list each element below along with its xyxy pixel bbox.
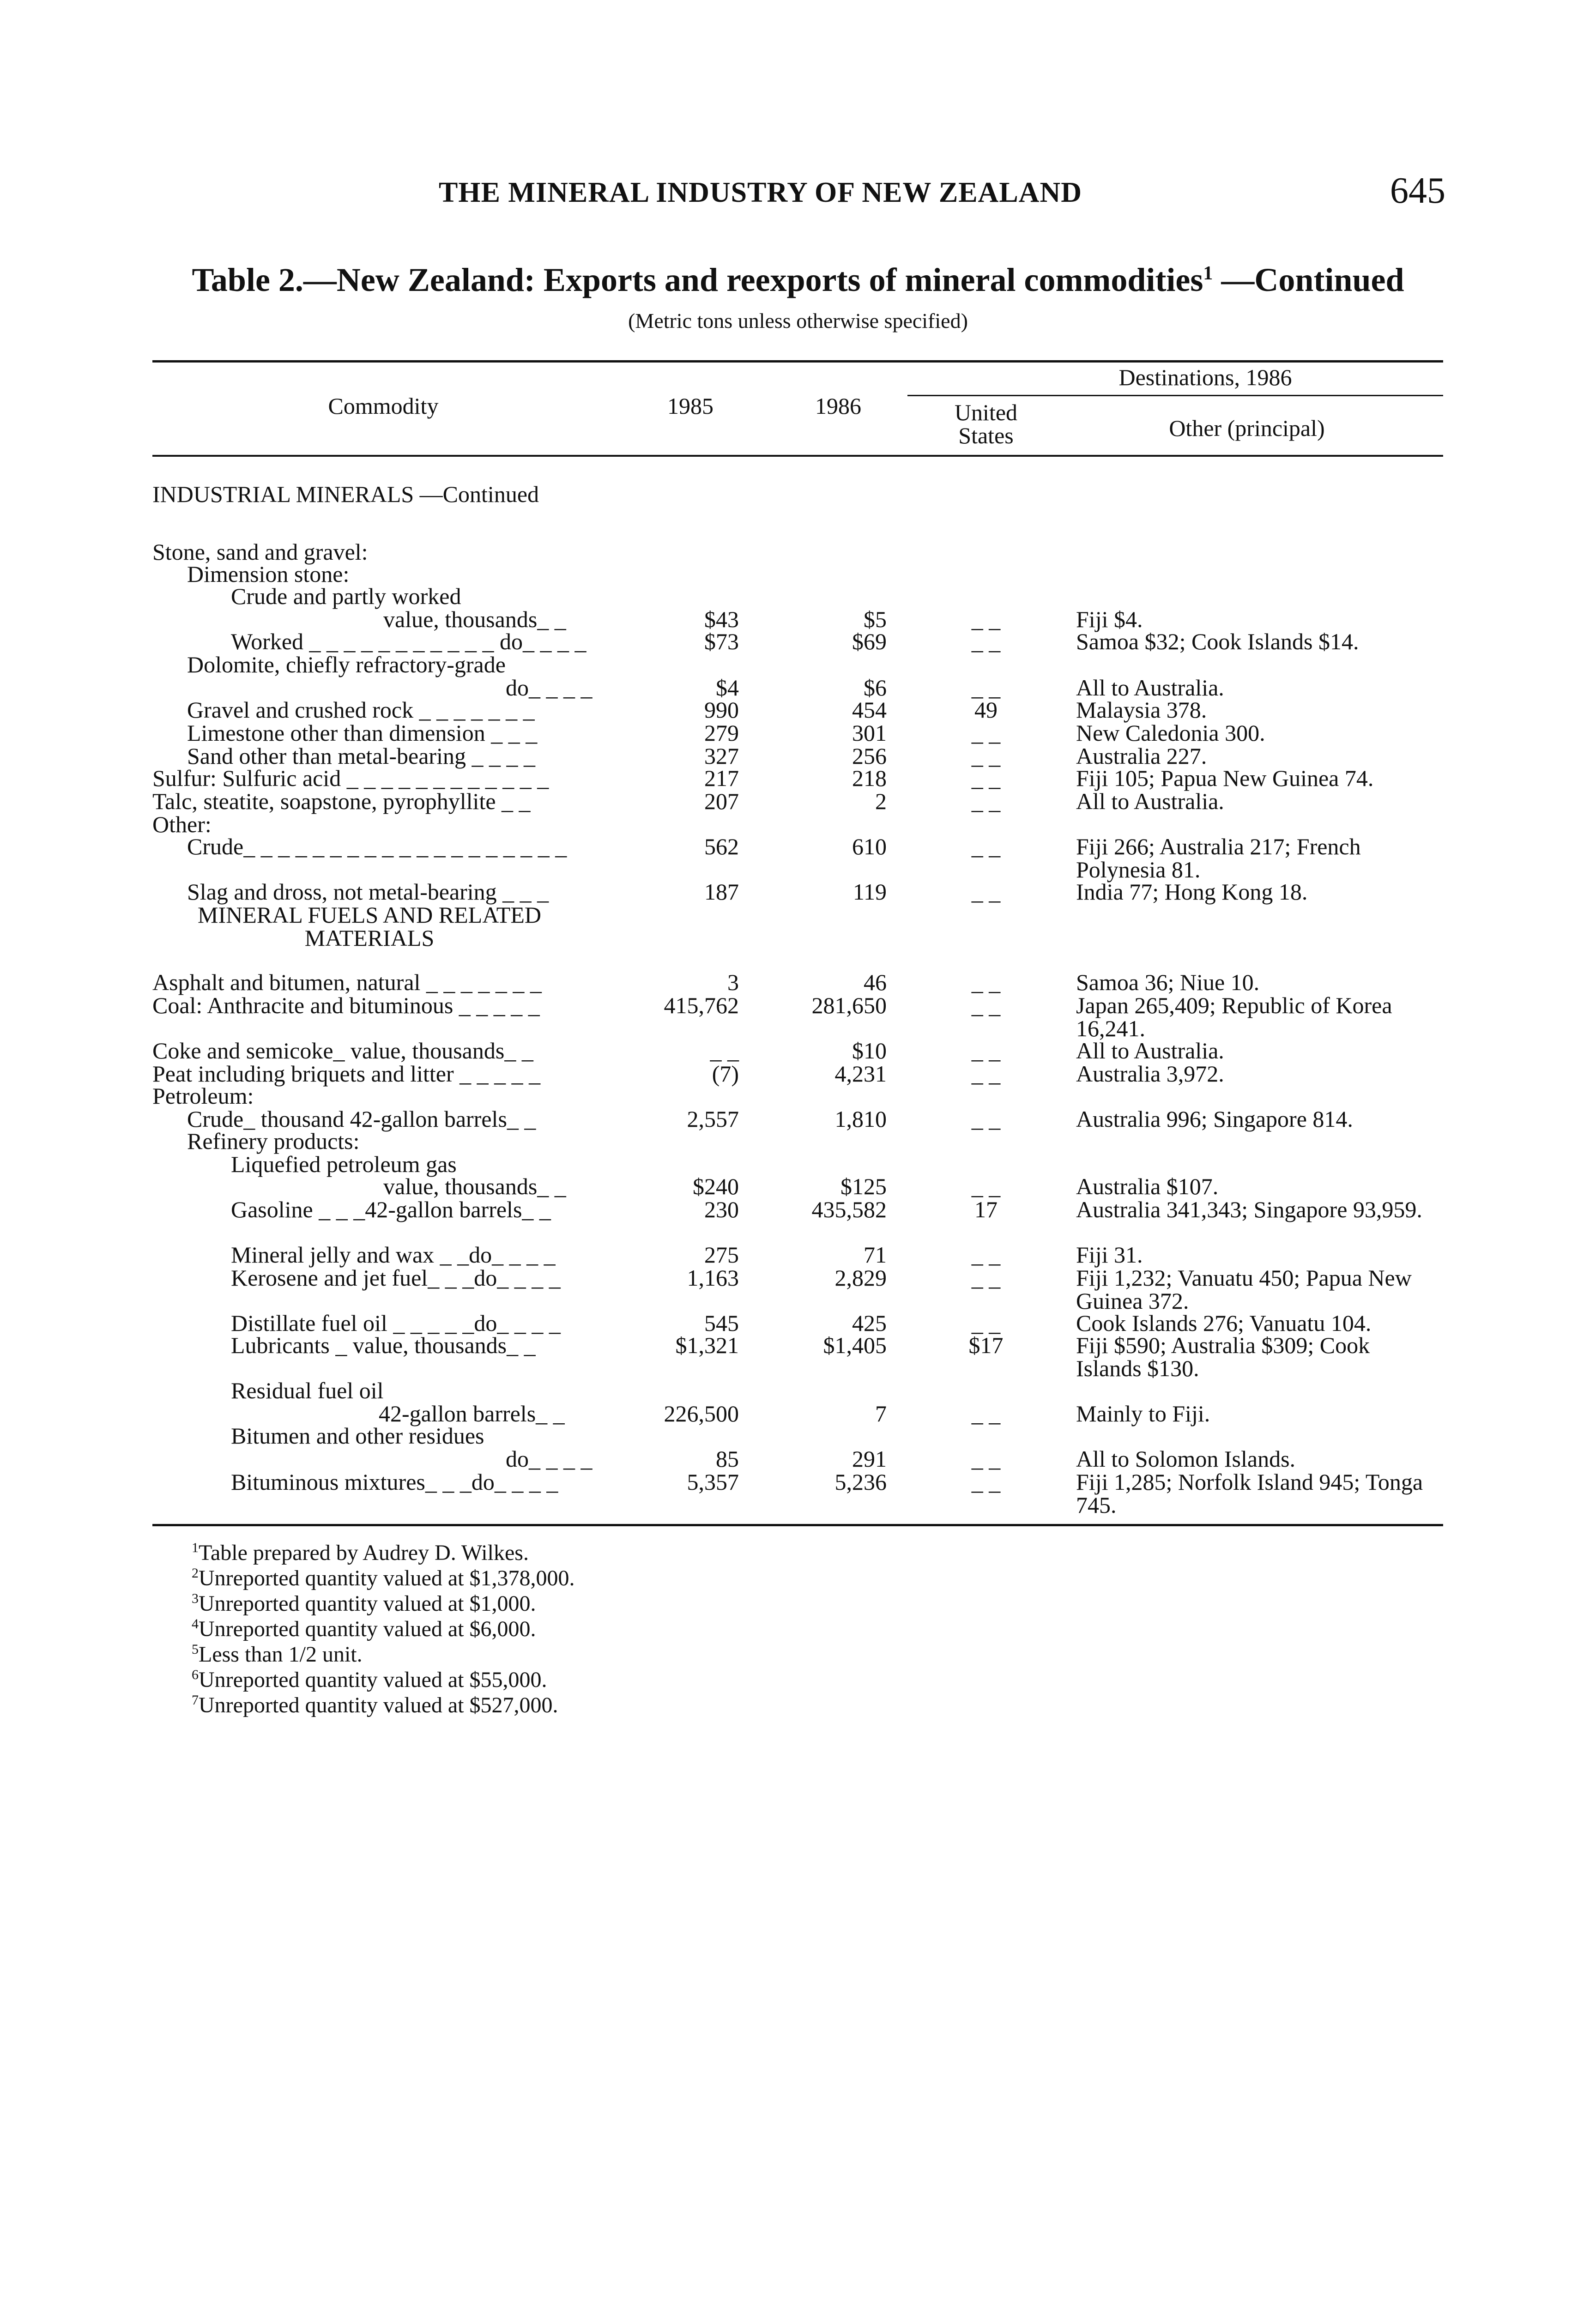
row-label: Limestone other than dimension _ _ _ — [187, 720, 538, 746]
value-united-states: _ _ — [971, 788, 1001, 814]
section-mineral-fuels — [180, 903, 559, 949]
value-other-destinations: India 77; Hong Kong 18. — [1076, 879, 1308, 905]
value-1986: 46 — [864, 969, 887, 995]
value-1986: $10 — [852, 1038, 887, 1064]
row-label: Coke and semicoke_ value, thousands_ _ — [152, 1038, 533, 1064]
row-label: Dolomite, chiefly refractory-grade — [187, 652, 506, 677]
row-label: Coal: Anthracite and bituminous _ _ _ _ _ — [152, 992, 540, 1018]
row-label: Asphalt and bitumen, natural _ _ _ _ _ _ _ — [152, 969, 542, 995]
value-1985: 226,500 — [664, 1401, 739, 1427]
row-label: Gravel and crushed rock _ _ _ _ _ _ _ — [187, 697, 535, 723]
value-united-states: _ _ — [971, 1038, 1001, 1064]
value-united-states: _ _ — [971, 992, 1001, 1018]
table-title-footnote: 1 — [1203, 263, 1213, 284]
value-united-states: _ _ — [971, 1173, 1001, 1199]
running-title: THE MINERAL INDUSTRY OF NEW ZEALAND — [439, 177, 1082, 208]
value-united-states: _ _ — [971, 765, 1001, 791]
value-1986: 2,829 — [834, 1265, 887, 1291]
value-1986: 71 — [864, 1242, 887, 1268]
value-1986: 7 — [875, 1401, 887, 1427]
value-other-destinations: Fiji 105; Papua New Guinea 74. — [1076, 765, 1374, 791]
value-other-destinations: Fiji 1,232; Vanuatu 450; Papua New Guinea 372. — [1076, 1265, 1412, 1314]
footnote-number: 2 — [192, 1566, 199, 1581]
footnote-text: Unreported quantity valued at $55,000. — [199, 1668, 547, 1692]
table-title-text: Table 2.—New Zealand: Exports and reexports of mineral commodities — [192, 261, 1203, 298]
row-label: Kerosene and jet fuel_ _ _do_ _ _ _ — [231, 1265, 561, 1291]
section-fuels-line1: MINERAL FUELS AND RELATED — [198, 902, 541, 928]
row-label: Residual fuel oil — [231, 1378, 384, 1403]
value-1986: 5,236 — [834, 1469, 887, 1495]
value-other-destinations: All to Australia. — [1076, 788, 1224, 814]
value-other-destinations: Australia 996; Singapore 814. — [1076, 1106, 1353, 1132]
footnote-text: Unreported quantity valued at $1,000. — [199, 1591, 536, 1616]
value-1986: 1,810 — [834, 1106, 887, 1132]
value-1985: (7) — [712, 1061, 739, 1087]
value-1986: 281,650 — [811, 992, 887, 1018]
value-1985: 207 — [704, 788, 739, 814]
value-united-states: _ _ — [971, 1401, 1001, 1427]
footnote-text: Less than 1/2 unit. — [199, 1642, 363, 1667]
col-us-line1: United — [954, 399, 1018, 425]
value-1986: 218 — [852, 765, 887, 791]
value-united-states: _ _ — [971, 1469, 1001, 1495]
value-1985: 5,357 — [687, 1469, 739, 1495]
value-1985: $43 — [704, 606, 739, 632]
footnote — [192, 1566, 574, 1591]
value-other-destinations: Australia 3,972. — [1076, 1061, 1224, 1087]
row-label: Refinery products: — [187, 1128, 360, 1154]
row-label: Other: — [152, 811, 212, 837]
footnote — [192, 1667, 547, 1692]
value-other-destinations: All to Australia. — [1076, 675, 1224, 701]
row-label: value, thousands_ _ — [383, 606, 566, 632]
value-1985: 230 — [704, 1197, 739, 1222]
value-other-destinations: Fiji 31. — [1076, 1242, 1143, 1268]
value-other-destinations: Australia 341,343; Singapore 93,959. — [1076, 1197, 1422, 1222]
value-1985: $4 — [716, 675, 739, 701]
value-united-states: 49 — [974, 697, 998, 723]
value-other-destinations: Samoa $32; Cook Islands $14. — [1076, 629, 1359, 654]
header-bottom-rule — [152, 455, 1443, 457]
row-label: Bitumen and other residues — [231, 1423, 484, 1449]
value-other-destinations: Fiji $590; Australia $309; Cook Islands $130. — [1076, 1332, 1370, 1381]
row-label: Slag and dross, not metal-bearing _ _ _ — [187, 879, 549, 905]
row-label: Dimension stone: — [187, 561, 350, 587]
value-1986: 119 — [852, 879, 887, 905]
value-1985: 279 — [704, 720, 739, 746]
row-label: Stone, sand and gravel: — [152, 539, 368, 565]
value-other-destinations: Australia 227. — [1076, 743, 1207, 769]
footnote-number: 1 — [192, 1540, 199, 1555]
section-fuels-line2: MATERIALS — [304, 925, 435, 951]
row-label: Peat including briquets and litter _ _ _ _ _ — [152, 1061, 541, 1087]
value-1985: $240 — [693, 1173, 739, 1199]
value-1986: 610 — [852, 834, 887, 859]
value-united-states: _ _ — [971, 606, 1001, 632]
value-1986: 4,231 — [834, 1061, 887, 1087]
value-united-states: _ _ — [971, 1061, 1001, 1087]
value-united-states: _ _ — [971, 1106, 1001, 1132]
footnote — [192, 1642, 363, 1667]
value-united-states: _ _ — [971, 1446, 1001, 1472]
footnote — [192, 1692, 558, 1718]
row-label: Liquefied petroleum gas — [231, 1151, 457, 1177]
col-united-states — [940, 401, 1032, 447]
value-1985: _ _ — [710, 1038, 739, 1064]
col-us-line2: States — [958, 423, 1014, 448]
footnote-number: 6 — [192, 1667, 199, 1682]
value-united-states: _ _ — [971, 629, 1001, 654]
value-united-states: _ _ — [971, 675, 1001, 701]
top-rule — [152, 360, 1443, 363]
value-1985: 990 — [704, 697, 739, 723]
value-1986: 425 — [852, 1310, 887, 1336]
value-1986: $6 — [864, 675, 887, 701]
value-1986: 454 — [852, 697, 887, 723]
footnote-text: Unreported quantity valued at $6,000. — [199, 1617, 536, 1641]
row-label: Crude_ thousand 42-gallon barrels_ _ — [187, 1106, 536, 1132]
value-other-destinations: Samoa 36; Niue 10. — [1076, 969, 1260, 995]
footnote-number: 3 — [192, 1591, 199, 1606]
value-1985: $1,321 — [675, 1332, 739, 1358]
col-destinations: Destinations, 1986 — [1118, 364, 1292, 390]
footnote-text: Unreported quantity valued at $1,378,000. — [199, 1566, 575, 1590]
value-united-states: _ _ — [971, 834, 1001, 859]
row-label: Talc, steatite, soapstone, pyrophyllite _ _ — [152, 788, 531, 814]
value-united-states: 17 — [974, 1197, 998, 1222]
value-1985: 327 — [704, 743, 739, 769]
value-united-states: _ _ — [971, 1310, 1001, 1336]
value-other-destinations: Fiji 1,285; Norfolk Island 945; Tonga 745. — [1076, 1469, 1423, 1518]
value-united-states: _ _ — [971, 1242, 1001, 1268]
row-label: Lubricants _ value, thousands_ _ — [231, 1332, 536, 1358]
value-united-states: _ _ — [971, 1265, 1001, 1291]
row-label: Petroleum: — [152, 1083, 254, 1109]
value-1985: 275 — [704, 1242, 739, 1268]
footnote-text: Unreported quantity valued at $527,000. — [199, 1693, 558, 1717]
value-1986: $125 — [840, 1173, 887, 1199]
row-label: Sulfur: Sulfuric acid _ _ _ _ _ _ _ _ _ _ _ _ — [152, 765, 549, 791]
footnote-text: Table prepared by Audrey D. Wilkes. — [199, 1541, 529, 1565]
row-label: Sand other than metal-bearing _ _ _ _ — [187, 743, 535, 769]
value-other-destinations: Malaysia 378. — [1076, 697, 1207, 723]
table-subtitle: (Metric tons unless otherwise specified) — [628, 309, 968, 332]
value-1985: 415,762 — [664, 992, 739, 1018]
value-other-destinations: Fiji $4. — [1076, 606, 1143, 632]
row-label: do_ _ _ _ — [506, 1446, 592, 1472]
value-1985: 3 — [727, 969, 739, 995]
footnote — [192, 1591, 536, 1616]
value-other-destinations: Mainly to Fiji. — [1076, 1401, 1210, 1427]
bottom-rule — [152, 1524, 1443, 1526]
value-united-states: _ _ — [971, 879, 1001, 905]
value-1985: 85 — [716, 1446, 739, 1472]
row-label: Worked _ _ _ _ _ _ _ _ _ _ _ do_ _ _ _ — [231, 629, 586, 654]
value-1986: 291 — [852, 1446, 887, 1472]
section-industrial-minerals: INDUSTRIAL MINERALS —Continued — [152, 481, 539, 507]
value-1985: 562 — [704, 834, 739, 859]
value-other-destinations: New Caledonia 300. — [1076, 720, 1265, 746]
footnote-number: 4 — [192, 1616, 199, 1632]
row-label: Crude and partly worked — [231, 583, 461, 609]
value-other-destinations: All to Solomon Islands. — [1076, 1446, 1296, 1472]
footnote-number: 5 — [192, 1642, 199, 1657]
destinations-rule — [907, 395, 1443, 396]
value-other-destinations: Japan 265,409; Republic of Korea 16,241. — [1076, 992, 1392, 1041]
row-label: Distillate fuel oil _ _ _ _ _do_ _ _ _ — [231, 1310, 561, 1336]
value-united-states: _ _ — [971, 743, 1001, 769]
row-label: value, thousands_ _ — [383, 1173, 566, 1199]
value-1985: 217 — [704, 765, 739, 791]
value-other-destinations: Australia $107. — [1076, 1173, 1219, 1199]
value-1985: 187 — [704, 879, 739, 905]
col-commodity: Commodity — [328, 393, 439, 419]
row-label: 42-gallon barrels_ _ — [379, 1401, 565, 1427]
value-1986: $1,405 — [823, 1332, 887, 1358]
value-other-destinations: All to Australia. — [1076, 1038, 1224, 1064]
value-united-states: $17 — [968, 1332, 1004, 1358]
row-label: do_ _ _ _ — [506, 675, 592, 701]
col-1985: 1985 — [667, 393, 713, 419]
value-other-destinations: Fiji 266; Australia 217; French Polynesia 81. — [1076, 834, 1361, 882]
footnote-number: 7 — [192, 1692, 199, 1708]
value-1985: $73 — [704, 629, 739, 654]
footnote — [192, 1616, 536, 1642]
value-1986: 301 — [852, 720, 887, 746]
col-other-principal: Other (principal) — [1169, 415, 1325, 441]
value-united-states: _ _ — [971, 720, 1001, 746]
value-1986: $5 — [864, 606, 887, 632]
row-label: Bituminous mixtures_ _ _do_ _ _ _ — [231, 1469, 558, 1495]
value-1985: 2,557 — [687, 1106, 739, 1132]
col-1986: 1986 — [815, 393, 861, 419]
value-1986: 2 — [875, 788, 887, 814]
page-number: 645 — [1390, 170, 1445, 211]
table-title-suffix: —Continued — [1213, 261, 1404, 298]
value-1986: $69 — [852, 629, 887, 654]
row-label: Gasoline _ _ _42-gallon barrels_ _ — [231, 1197, 551, 1222]
table-title — [0, 261, 1596, 299]
value-1986: 256 — [852, 743, 887, 769]
value-other-destinations: Cook Islands 276; Vanuatu 104. — [1076, 1310, 1372, 1336]
row-label: Crude_ _ _ _ _ _ _ _ _ _ _ _ _ _ _ _ _ _ _ — [187, 834, 567, 859]
value-1985: 1,163 — [687, 1265, 739, 1291]
value-1985: 545 — [704, 1310, 739, 1336]
row-label: Mineral jelly and wax _ _do_ _ _ _ — [231, 1242, 556, 1268]
footnote — [192, 1540, 529, 1566]
value-united-states: _ _ — [971, 969, 1001, 995]
value-1986: 435,582 — [811, 1197, 887, 1222]
